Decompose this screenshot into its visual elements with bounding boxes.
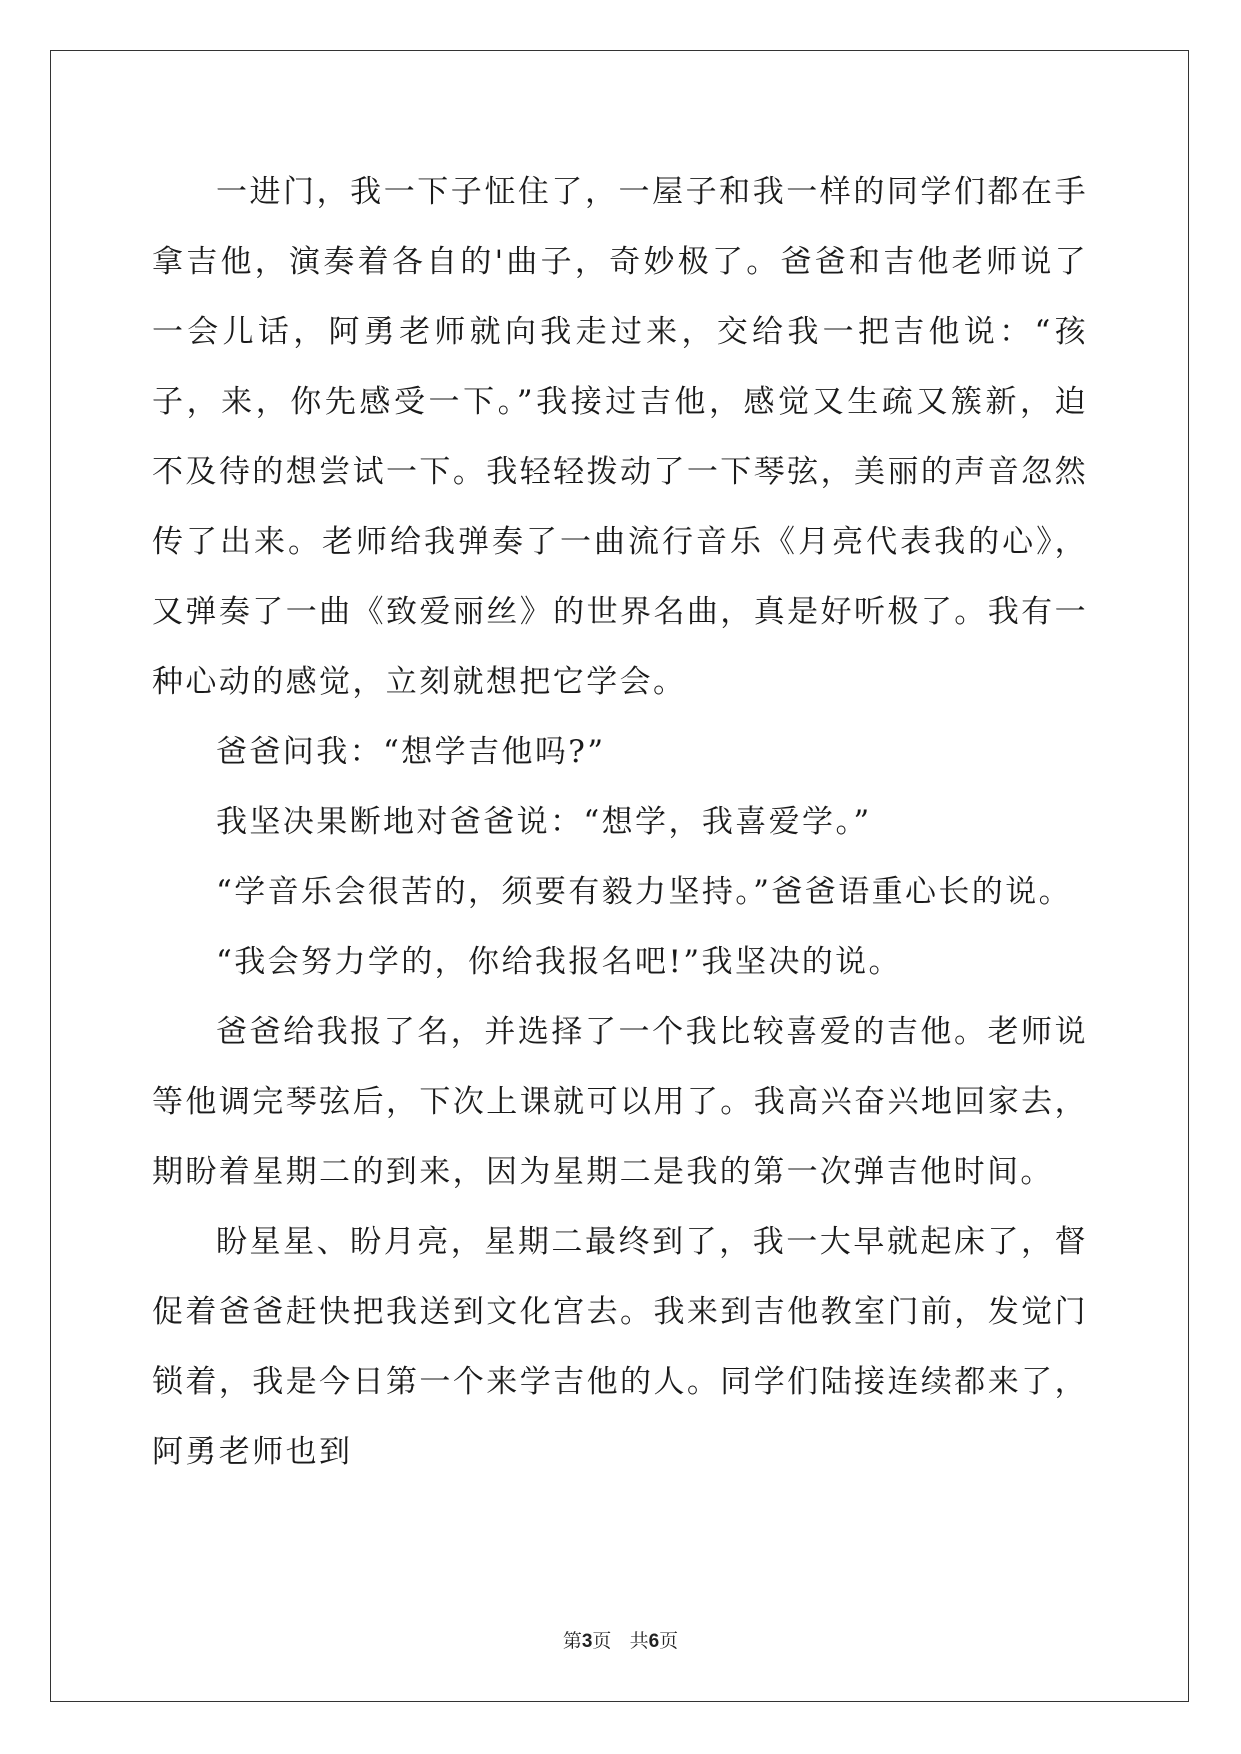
paragraph-1: 一进门，我一下子怔住了，一屋子和我一样的同学们都在手拿吉他，演奏着各自的'曲子，奇妙极了。爸爸和吉他老师说了一会儿话，阿勇老师就向我走过来，交给我一把吉他说：“孩子，来，你先感受一下。”我接过吉他，感觉又生疏又簇新，迫不及待的想尝试一下。我轻轻拨动了一下琴弦，美丽的声音忽然传了出来。老师给我弹奏了一曲流行音乐《月亮代表我的心》，又弹奏了一曲《致爱丽丝》的世界名曲，真是好听极了。我有一种心动的感觉，立刻就想把它学会。 — [152, 174, 1088, 700]
total-pages-number: 6 — [648, 1631, 660, 1652]
current-page-number: 3 — [581, 1631, 593, 1652]
paragraph-3: 我坚决果断地对爸爸说：“想学，我喜爱学。” — [216, 804, 872, 840]
paragraph-2: 爸爸问我：“想学吉他吗?” — [216, 734, 606, 770]
document-body — [152, 157, 1088, 1487]
footer-page-suffix: 页 — [592, 1630, 612, 1652]
page-footer — [0, 1626, 1241, 1653]
footer-page-prefix: 第 — [562, 1630, 582, 1652]
paragraph-6: 爸爸给我报了名，并选择了一个我比较喜爱的吉他。老师说等他调完琴弦后，下次上课就可以用了。我高兴奋兴地回家去，期盼着星期二的到来，因为星期二是我的第一次弹吉他时间。 — [152, 1014, 1088, 1190]
paragraph-5: “我会努力学的，你给我报名吧!”我坚决的说。 — [216, 944, 902, 980]
paragraph-4: “学音乐会很苦的，须要有毅力坚持。”爸爸语重心长的说。 — [216, 874, 1072, 910]
footer-total-suffix: 页 — [659, 1630, 679, 1652]
footer-total-prefix: 共 — [629, 1630, 649, 1652]
paragraph-7: 盼星星、盼月亮，星期二最终到了，我一大早就起床了，督促着爸爸赶快把我送到文化宫去。我来到吉他教室门前，发觉门锁着，我是今日第一个来学吉他的人。同学们陆接连续都来了，阿勇老师也到 — [152, 1224, 1088, 1470]
